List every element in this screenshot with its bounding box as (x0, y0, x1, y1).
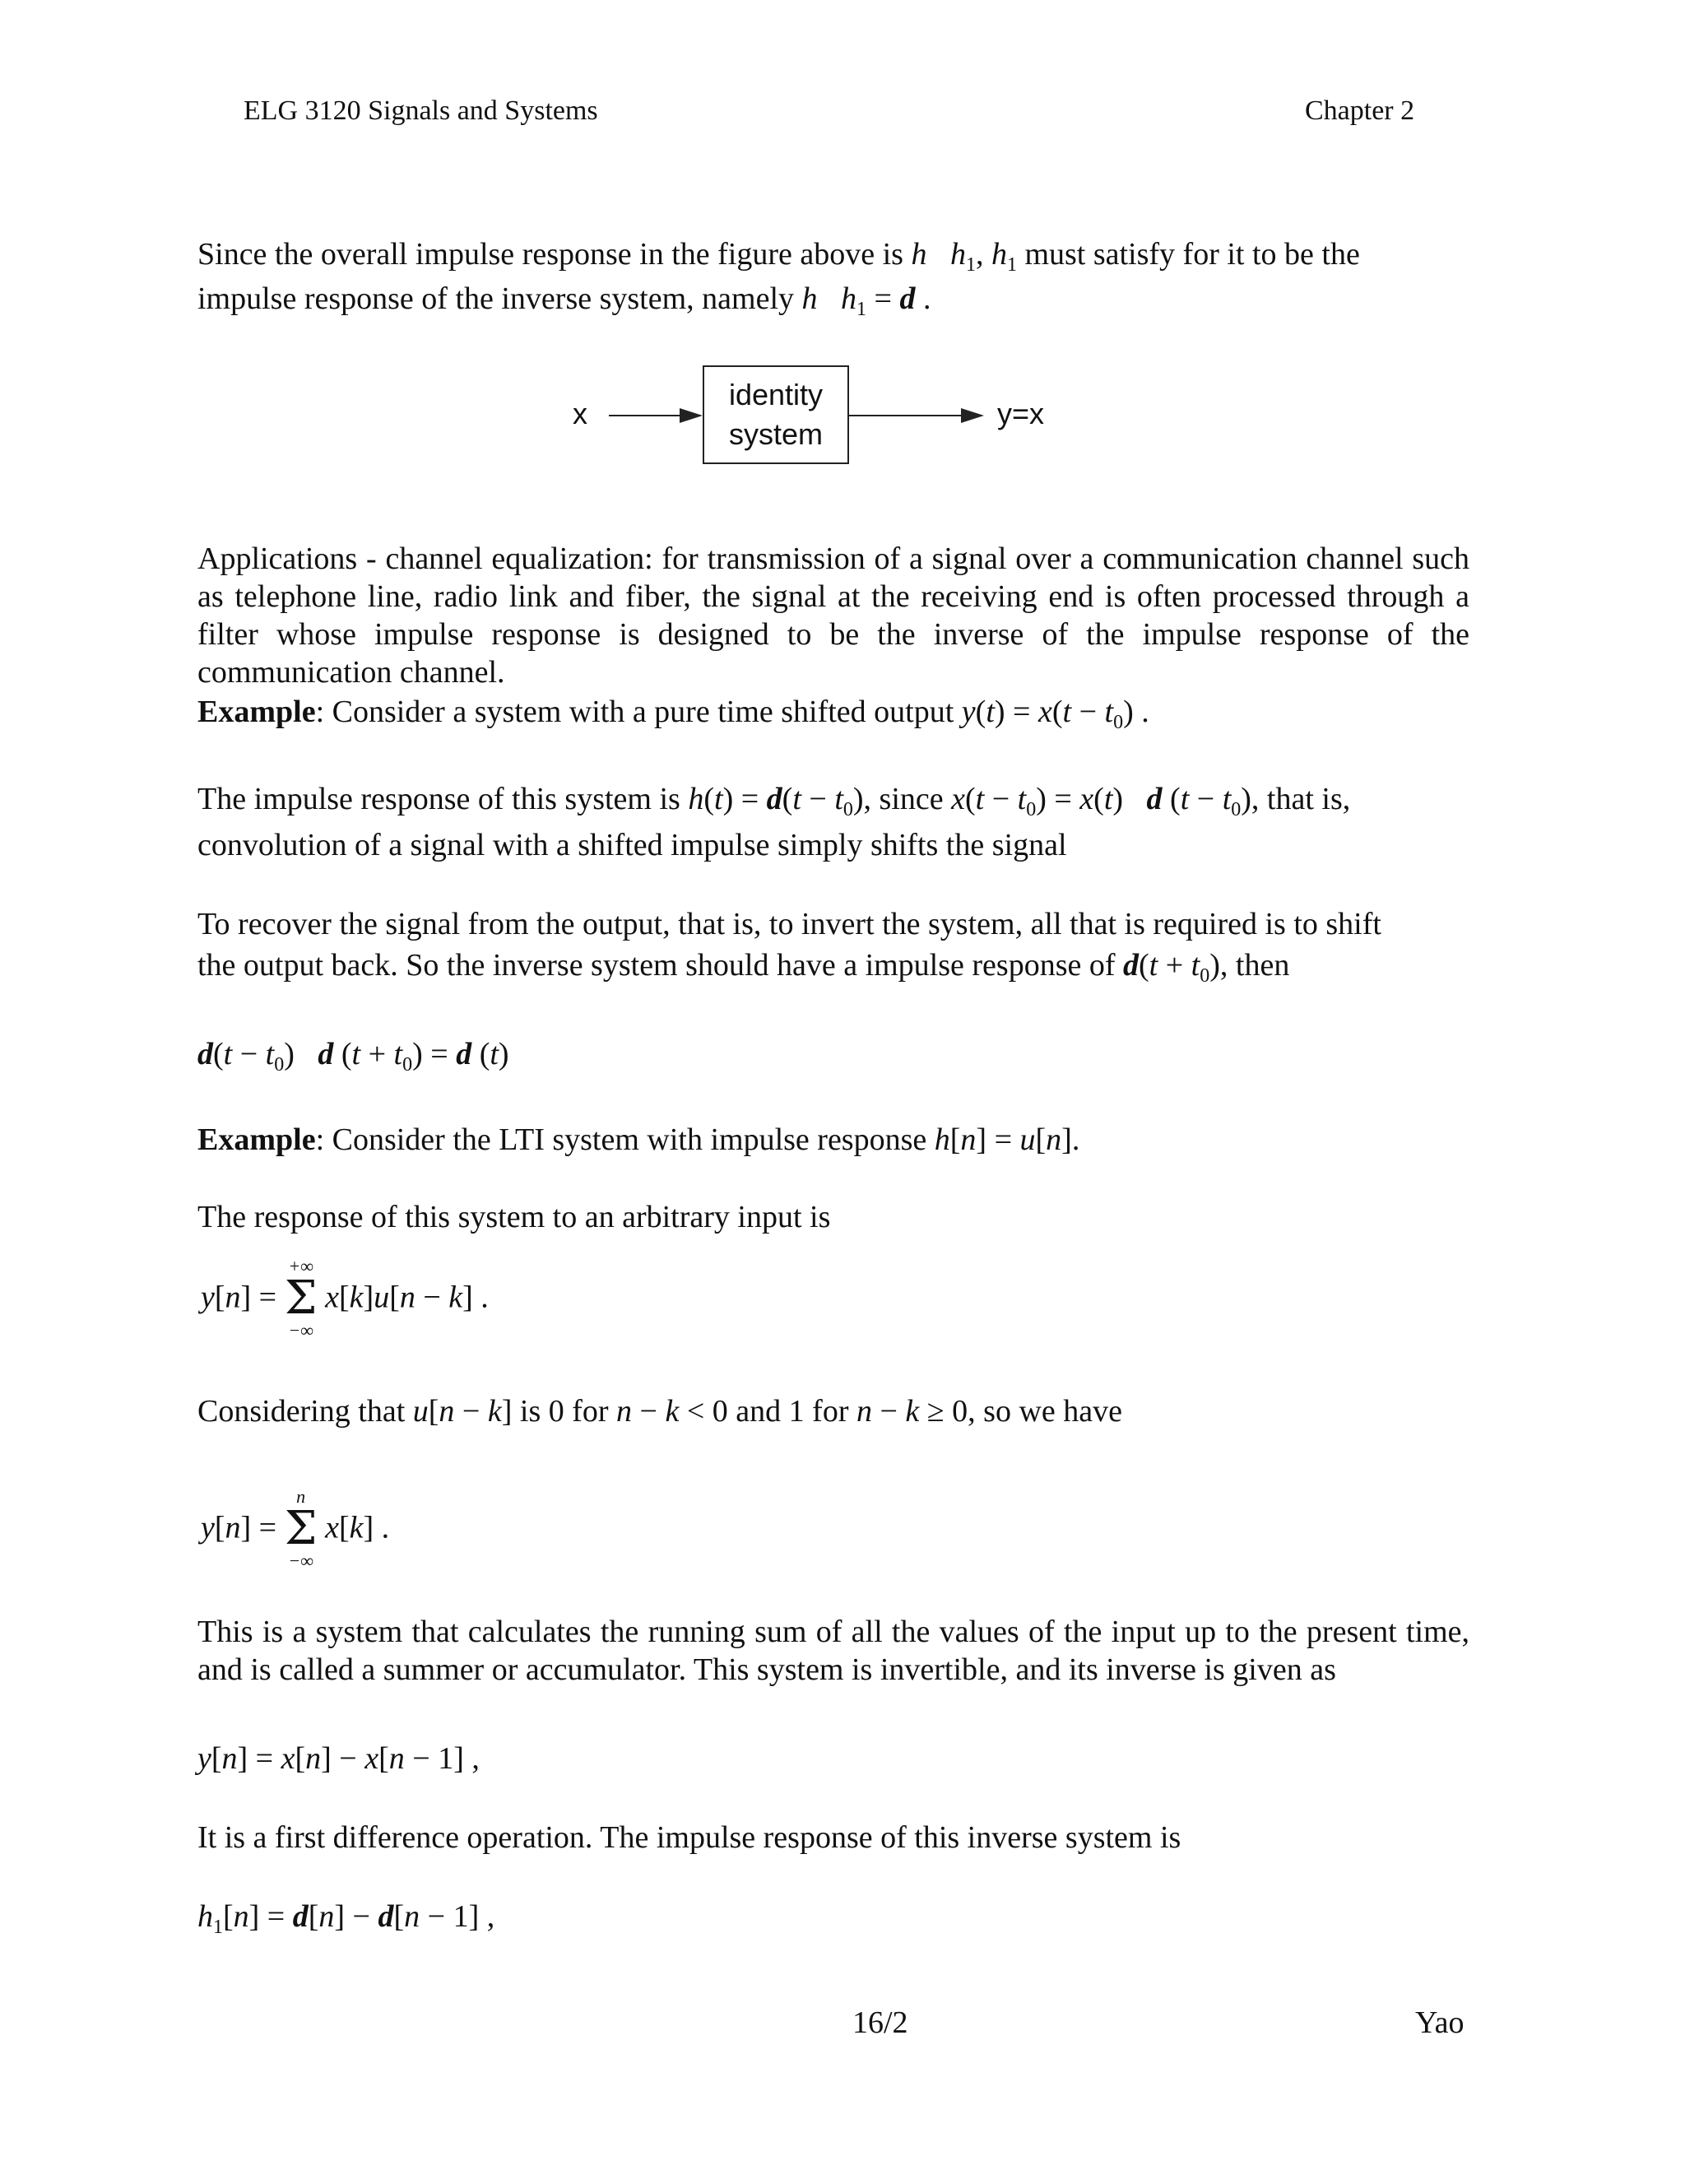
intro-line-2: impulse response of the inverse system, namely h $h_1 = d$ . (197, 281, 931, 320)
identity-system-box (703, 365, 849, 464)
shift-identity-equation: $d(t - t_0)$ d $(t + t_0) = d$ (t) (197, 1037, 509, 1076)
input-arrow (609, 415, 683, 416)
intro-line-1: Since the overall impulse response in the figure above is h $h_1$, $h_1$ must satisfy for it to be the (197, 237, 1360, 276)
running-header-chapter: Chapter 2 (1305, 95, 1415, 126)
impulse-line-1: The impulse response of this system is $h(t) = d(t - t_0)$, since $x(t - t_0) = x(t)$ d $(t - t_0)$, that is, (197, 782, 1351, 820)
inverse-system-equation: y[n] = x[n] − x[n − 1] , (197, 1741, 480, 1776)
footer-author: Yao (1415, 2005, 1465, 2040)
example2-line: Example: Consider the LTI system with impulse response h[n] = u[n]. (197, 1122, 1080, 1157)
running-sum-equation: y[n] = n Σ −∞ x[k] . (201, 1486, 390, 1571)
response-line: The response of this system to an arbitrary input is (197, 1200, 831, 1234)
diagram-output-label: y=x (997, 397, 1045, 430)
output-arrow-head (961, 408, 984, 423)
diagram-input-label: x (573, 397, 587, 430)
applications-paragraph: Applications - channel equalization: for transmission of a signal over a communication channel such as telephone line, radio link and fiber, the signal at the receiving end is often processed through a filter whose impulse response is designed to be the inverse of the impulse response of the communication channel. (197, 541, 1469, 690)
box-label-line1: identity (728, 378, 824, 411)
running-header-course: ELG 3120 Signals and Systems (244, 95, 598, 126)
considering-line: Considering that u[n − k] is 0 for n − k < 0 and 1 for n − k ≥ 0, so we have (197, 1394, 1122, 1429)
output-arrow (849, 415, 964, 416)
inverse-impulse-equation: $h_1[n] = d[n] - d[n - 1]$ , (197, 1899, 495, 1938)
page-number: 16/2 (852, 2005, 908, 2040)
convolution-sum-equation: y[n] = +∞ Σ −∞ x[k]u[n − k] . (201, 1256, 489, 1341)
box-label-line2: system (728, 417, 823, 451)
input-arrow-head (680, 408, 703, 423)
summer-paragraph: This is a system that calculates the running sum of all the values of the input up to the present time, and is called a summer or accumulator. This system is invertible, and its inverse is given as (197, 1615, 1469, 1687)
recover-line-2: the output back. So the inverse system should have a impulse response of $d(t + t_0)$, then (197, 948, 1290, 987)
recover-line-1: To recover the signal from the output, that is, to invert the system, all that is required is to shift (197, 907, 1381, 941)
difference-line: It is a first difference operation. The impulse response of this inverse system is (197, 1820, 1181, 1855)
example1-line: Example: Consider a system with a pure time shifted output $y(t) = x(t - t_0)$ . (197, 695, 1149, 733)
impulse-line-2: convolution of a signal with a shifted impulse simply shifts the signal (197, 828, 1067, 862)
